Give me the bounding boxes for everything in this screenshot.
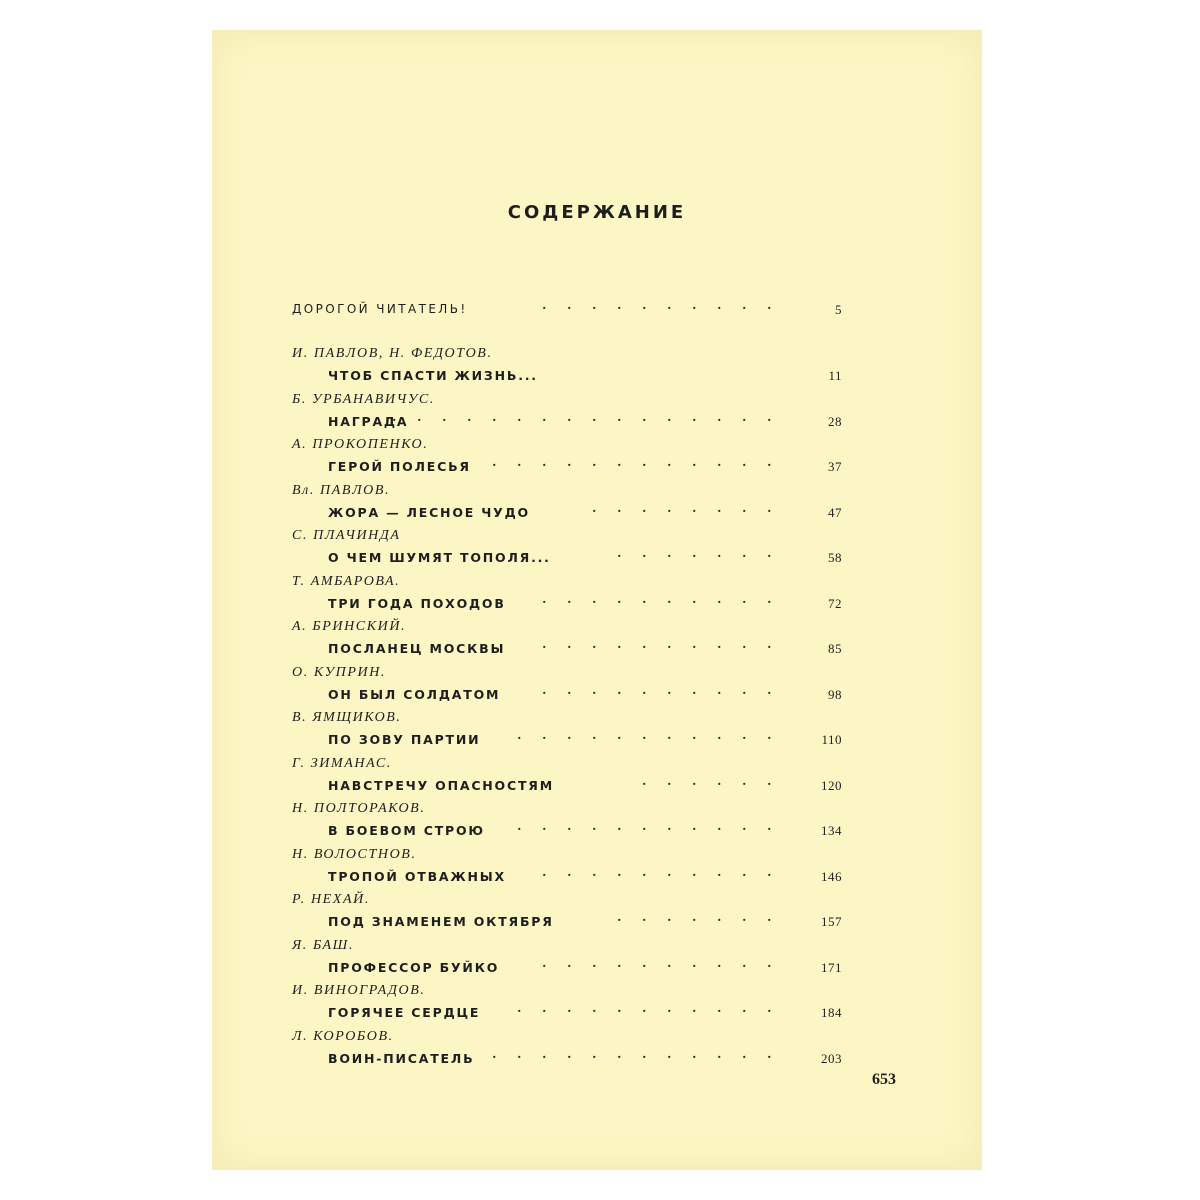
toc-line [328, 773, 842, 796]
toc-line [328, 819, 842, 841]
toc-title: НАВСТРЕЧУ ОПАСНОСТЯМ [328, 777, 554, 793]
toc-author: А. БРИНСКИЙ. [292, 619, 407, 634]
toc-entry [292, 798, 842, 844]
toc-line [328, 910, 842, 932]
toc-leader: . . . . . . . [617, 910, 780, 925]
toc-entry [292, 389, 842, 435]
toc-title: ЧТОБ СПАСТИ ЖИЗНЬ... [328, 368, 538, 383]
toc-title: НАГРАДА [328, 413, 409, 429]
toc-entry [292, 300, 842, 343]
toc-line [328, 1001, 842, 1023]
toc-entry [292, 844, 842, 890]
toc-title: ПОД ЗНАМЕНЕМ ОКТЯБРЯ [328, 914, 554, 929]
page-title: СОДЕРЖАНИЕ [507, 202, 687, 223]
toc-title: ПОСЛАНЕЦ МОСКВЫ [328, 641, 506, 656]
toc-entry [292, 1026, 842, 1072]
toc-page-number: 37 [828, 459, 842, 474]
toc-title: ОН БЫЛ СОЛДАТОМ [328, 686, 501, 702]
toc-line [328, 546, 842, 568]
toc-page-number: 120 [821, 777, 842, 793]
toc-author: Н. ВОЛОСТНОВ. [292, 846, 417, 862]
toc-entry [292, 707, 842, 753]
toc-line [328, 591, 842, 614]
toc-title: ПО ЗОВУ ПАРТИИ [328, 732, 481, 747]
toc-entry [292, 616, 842, 662]
toc-line [328, 1046, 842, 1069]
toc-leader: . . . . . . . . . . [542, 591, 780, 607]
toc-page-number: 11 [828, 368, 842, 383]
toc-page-number: 85 [828, 641, 842, 656]
toc-entry [292, 480, 842, 526]
toc-leader: . . . . . . . . . . . [517, 728, 780, 743]
toc-title: ТРОПОЙ ОТВАЖНЫХ [328, 868, 506, 884]
toc-leader: . . . . . . . . . . [542, 955, 780, 971]
toc-leader: . . . . . . [642, 773, 780, 789]
toc-page-number: 203 [821, 1050, 842, 1066]
toc-page-number: 58 [828, 550, 842, 565]
toc-author: Р. НЕХАЙ. [292, 892, 370, 907]
toc-leader: . . . . . . . . . . . [517, 1001, 780, 1016]
toc-title: ДОРОГОЙ ЧИТАТЕЛЬ! [292, 302, 468, 316]
toc-line [328, 368, 842, 386]
toc-author: О. КУПРИН. [292, 664, 387, 680]
toc-author: В. ЯМЩИКОВ. [292, 710, 402, 725]
table-of-contents [292, 300, 842, 1071]
toc-page-number: 47 [828, 504, 842, 520]
toc-title: В БОЕВОМ СТРОЮ [328, 823, 485, 838]
toc-page-number: 184 [821, 1005, 842, 1020]
toc-author: Я. БАШ. [292, 937, 354, 953]
page-folio: 653 [872, 1071, 896, 1088]
toc-line [328, 682, 842, 705]
toc-entry [292, 662, 842, 708]
toc-line [328, 637, 842, 659]
toc-page-number: 171 [821, 959, 842, 975]
toc-line [328, 955, 842, 978]
toc-leader: . . . . . . . . . . [542, 864, 780, 880]
toc-page-number: 72 [828, 595, 842, 611]
toc-page-number: 157 [821, 914, 842, 929]
toc-author: А. ПРОКОПЕНКО. [292, 437, 429, 452]
toc-entry [292, 343, 842, 389]
toc-author: С. ПЛАЧИНДА [292, 528, 401, 543]
toc-page-number: 5 [835, 302, 842, 317]
toc-author: Вл. ПАВЛОВ. [292, 482, 391, 498]
toc-title: ТРИ ГОДА ПОХОДОВ [328, 595, 506, 611]
toc-title: О ЧЕМ ШУМЯТ ТОПОЛЯ... [328, 550, 551, 565]
toc-page-number: 28 [828, 413, 842, 429]
toc-author: И. ПАВЛОВ, Н. ФЕДОТОВ. [292, 346, 493, 361]
book-page [212, 30, 982, 1170]
toc-author: Н. ПОЛТОРАКОВ. [292, 801, 426, 816]
toc-leader: . . . . . . . . . . . . [492, 455, 780, 470]
toc-line [328, 409, 842, 432]
toc-leader: . . . . . . . . . . [542, 637, 780, 652]
toc-line [328, 728, 842, 750]
toc-title: ВОИН-ПИСАТЕЛЬ [328, 1050, 475, 1066]
toc-page-number: 146 [821, 868, 842, 884]
toc-leader: . . . . . . . . . . . [517, 819, 780, 834]
toc-leader: . . . . . . . . [592, 500, 780, 516]
toc-line [292, 298, 842, 320]
toc-author: Л. КОРОБОВ. [292, 1028, 394, 1044]
toc-entry [292, 889, 842, 935]
toc-entry [292, 525, 842, 571]
toc-title: ГОРЯЧЕЕ СЕРДЦЕ [328, 1005, 481, 1020]
toc-leader: . . . . . . . . . . [542, 298, 780, 313]
toc-title: ГЕРОЙ ПОЛЕСЬЯ [328, 459, 471, 474]
toc-author: Г. ЗИМАНАС. [292, 755, 392, 771]
toc-entry [292, 571, 842, 617]
toc-entry [292, 935, 842, 981]
toc-leader: . . . . . . . [617, 546, 780, 561]
toc-line [328, 864, 842, 887]
toc-leader: . . . . . . . . . . [542, 682, 780, 698]
toc-line [328, 455, 842, 477]
toc-title: ПРОФЕССОР БУЙКО [328, 959, 500, 975]
toc-author: Т. АМБАРОВА. [292, 573, 401, 589]
toc-leader: . . . . . . . . . . . . . . . . [392, 409, 780, 425]
toc-author: И. ВИНОГРАДОВ. [292, 983, 426, 998]
toc-page-number: 110 [821, 732, 842, 747]
toc-leader: . . . . . . . . . . . . [492, 1046, 780, 1062]
toc-title: ЖОРА — ЛЕСНОЕ ЧУДО [328, 504, 530, 520]
toc-page-number: 98 [828, 686, 842, 702]
toc-entry [292, 434, 842, 480]
toc-entry [292, 753, 842, 799]
toc-entry [292, 980, 842, 1026]
toc-line [328, 500, 842, 523]
toc-page-number: 134 [821, 823, 842, 838]
toc-author: Б. УРБАНАВИЧУС. [292, 391, 435, 407]
